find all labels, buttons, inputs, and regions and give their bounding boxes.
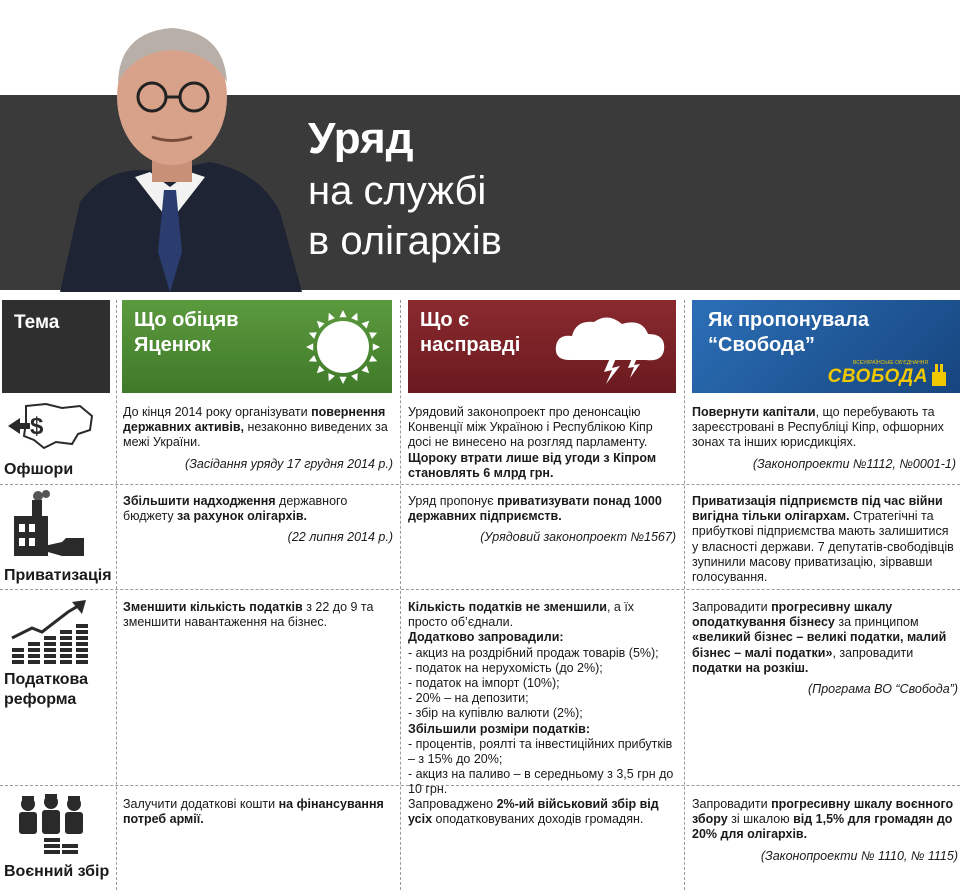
storm-cloud-icon [550,312,670,386]
header-topic-label: Тема [14,312,60,333]
row-war-svoboda [692,797,958,864]
header-promise-line-1: Що обіцяв [134,309,239,331]
topic-label: Податкова реформа [4,671,89,708]
title-line-2: на службі [308,169,487,213]
soldiers-money-icon [10,792,92,856]
cell-text: Уряд пропонує приватизувати понад 1000 державних підприємств. [408,494,662,524]
svoboda-logo-sub: ВСЕУКРАЇНСЬКЕ ОБ'ЄДНАННЯ [853,360,928,366]
row-privatization-promise [123,494,393,546]
cell-text: Повернути капітали, що перебувають та зареєстровані в Республіці Кіпр, офшорних зонах та інших юрисдикціях. [692,405,944,450]
topic-label: Офшори [4,461,74,478]
cell-text: Збільшити надходження державного бюджету за рахунок олігархів. [123,494,348,524]
column-divider [400,300,401,890]
title-line-1: Уряд [308,114,414,163]
header-reality-label [420,308,520,358]
offshore-map-icon [4,400,96,452]
svoboda-logo [820,362,948,388]
header-reality-line-1: Що є [420,309,470,331]
header-reality-line-2: насправді [420,334,521,356]
header-promise [122,300,392,393]
portrait-image [40,12,310,292]
cell-text: Запровадити прогресивну шкалу воєнного збору зі шкалою від 1,5% для громадян до 20% для олігархів. [692,797,954,842]
cell-source: (Законопроекти № 1110, № 1115) [760,848,958,863]
header-svoboda-label [708,308,869,358]
page-title [308,112,502,266]
topic-label: Приватизація [4,567,112,584]
header-promise-label [134,308,239,358]
cell-text: Приватизація підприємств під час війни вигідна тільки олігархам. Стратегічні та прибуткові підприємства мають залишитися у власності держави. 7 депутатів-свободівців зупинили масову приватизацію, зірвавши голосування. [692,494,954,585]
sun-icon [304,308,382,386]
row-tax-reality [408,600,676,798]
header-reality [408,300,676,393]
row-divider [0,484,960,485]
header-promise-line-2: Яценюк [134,334,211,356]
three-fingers-icon [930,362,948,388]
row-offshore-svoboda [692,405,956,472]
row-divider [0,589,960,590]
cell-text: Зменшити кількість податків з 22 до 9 та зменшити навантаження на бізнес. [123,600,374,630]
tax-growth-icon [8,598,90,664]
row-privatization-svoboda [692,494,956,585]
topic-label: Воєнний збір [4,863,110,880]
cell-source: (Урядовий законопроект №1567) [480,530,676,545]
svg-text:$: $ [30,413,44,440]
topic-tax-reform [4,598,116,778]
column-divider [116,300,117,890]
cell-source: (Програма ВО “Свобода”) [807,682,958,697]
cell-source: (Законопроекти №1112, №0001-1) [752,456,956,471]
cell-text: Урядовий законопроект про денонсацію Конвенції між Україною і Республікою Кіпр досі не винесено на розгляд парламенту. Щороку втрати лише від угоди з Кіпром становлять 6 млрд грн. [408,405,657,480]
cell-source: (22 липня 2014 р.) [287,530,393,545]
row-offshore-reality [408,405,676,481]
factory-icon [8,490,88,560]
cell-text: Запроваджено 2%-ий військовий збір від усіх оподатковуваних доходів громадян. [408,797,659,827]
topic-privatization [4,490,116,586]
header-svoboda-line-1: Як пропонувала [708,309,869,331]
cell-text: Кількість податків не зменшили, а їх просто об’єднали. Додатково запровадили: - акциз на роздрібний продаж товарів (5%); - податок на нерухомість (до 2%); - податок на імпорт (10%); - 20% – на депозити; - збір на купівлю валюти (2%); Збільшили розміри податків: - процентів, роялті та інвестиційних прибутків – з 15% до 20%; - акциз на паливо – в середньому з 3,5 грн до 10 грн. [408,600,674,797]
title-line-3: в олігархів [308,219,502,263]
cell-text: Залучити додаткові кошти на фінансування потреб армії. [123,797,384,827]
svoboda-logo-text: СВОБОДА [827,366,928,387]
column-divider [684,300,685,890]
header-svoboda [692,300,960,393]
cell-text: Запровадити прогресивну шкалу оподаткування бізнесу за принципом «великий бізнес – великі податки, малий бізнес – малі податки», запровадити податки на розкіш. [692,600,947,675]
header-topic [2,300,110,393]
topic-war-levy [4,792,116,892]
row-war-promise [123,797,393,827]
row-war-reality [408,797,676,827]
header-svoboda-line-2: “Свобода” [708,334,815,356]
topic-offshore [4,400,116,484]
row-offshore-promise [123,405,393,472]
cell-source: (Засідання уряду 17 грудня 2014 р.) [185,456,393,471]
row-privatization-reality [408,494,676,546]
row-tax-promise [123,600,393,630]
cell-text: До кінця 2014 року організувати повернення державних активів, незаконно виведених за межі України. [123,405,388,450]
row-tax-svoboda [692,600,958,697]
